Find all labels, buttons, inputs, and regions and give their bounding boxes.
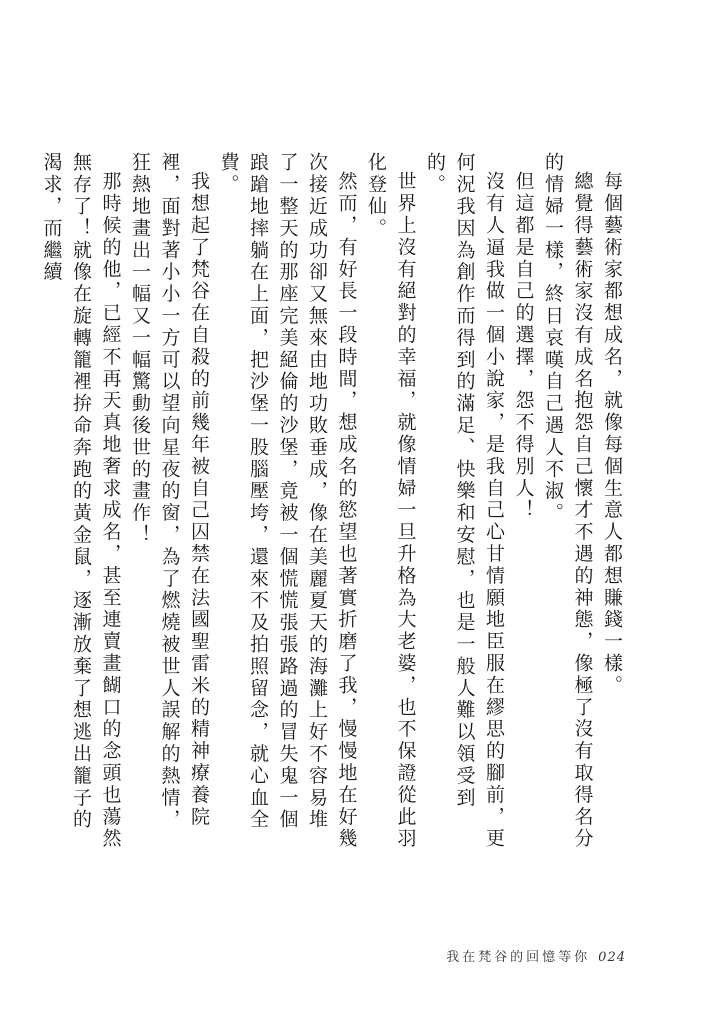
running-title: 我在梵谷的回憶等你 <box>446 950 591 965</box>
paragraph-5: 世界上沒有絕對的幸福，就像情婦一旦升格為大老婆，也不保證從此羽化登仙。 <box>365 152 417 850</box>
page-footer <box>446 946 626 965</box>
paragraph-8: 那時候的他，已經不再天真地奢求成名，甚至連賣畫餬口的念頭也蕩然無存了！就像在旋轉籠裡拚命奔跑的黃金鼠，逐漸放棄了想逃出籠子的渴求，而繼續 <box>40 152 122 850</box>
paragraph-7: 我想起了梵谷在自殺的前幾年被自己囚禁在法國聖雷米的精神療養院裡，面對著小小一方可以望向星夜的窗，為了燃燒被世人誤解的熱情，狂熱地畫出一幅又一幅驚動後世的畫作！ <box>129 152 210 831</box>
paragraph-3: 但這都是自己的選擇，怨不得別人！ <box>512 171 535 522</box>
paragraph-6: 然而，有好長一段時間，想成名的慾望也著實折磨了我，慢慢地在好幾次接近成功卻又無來由地功敗垂成，像在美麗夏天的海灘上好不容易堆了一整天的那座完美絕倫的沙堡，竟被一個慌慌張張路過的冒失鬼一個踉蹌地摔躺在上面，把沙堡一股腦壓垮，還來不及拍照留念，就心血全費。 <box>217 152 358 850</box>
page-number: 024 <box>598 950 626 965</box>
paragraph-2: 總覺得藝術家沒有成名抱怨自己懷才不遇的神態，像極了沒有取得名分的情婦一樣，終日哀嘆自己遇人不淑。 <box>542 152 594 850</box>
paragraph-4: 沒有人逼我做一個小說家，是我自己心甘情願地臣服在繆思的腳前，更何況我因為創作而得到的滿足、快樂和安慰，也是一般人難以領受到的。 <box>424 152 505 850</box>
vertical-text-body <box>36 152 626 852</box>
paragraph-1: 每個藝術家都想成名，就像每個生意人都想賺錢一樣。 <box>601 171 623 697</box>
